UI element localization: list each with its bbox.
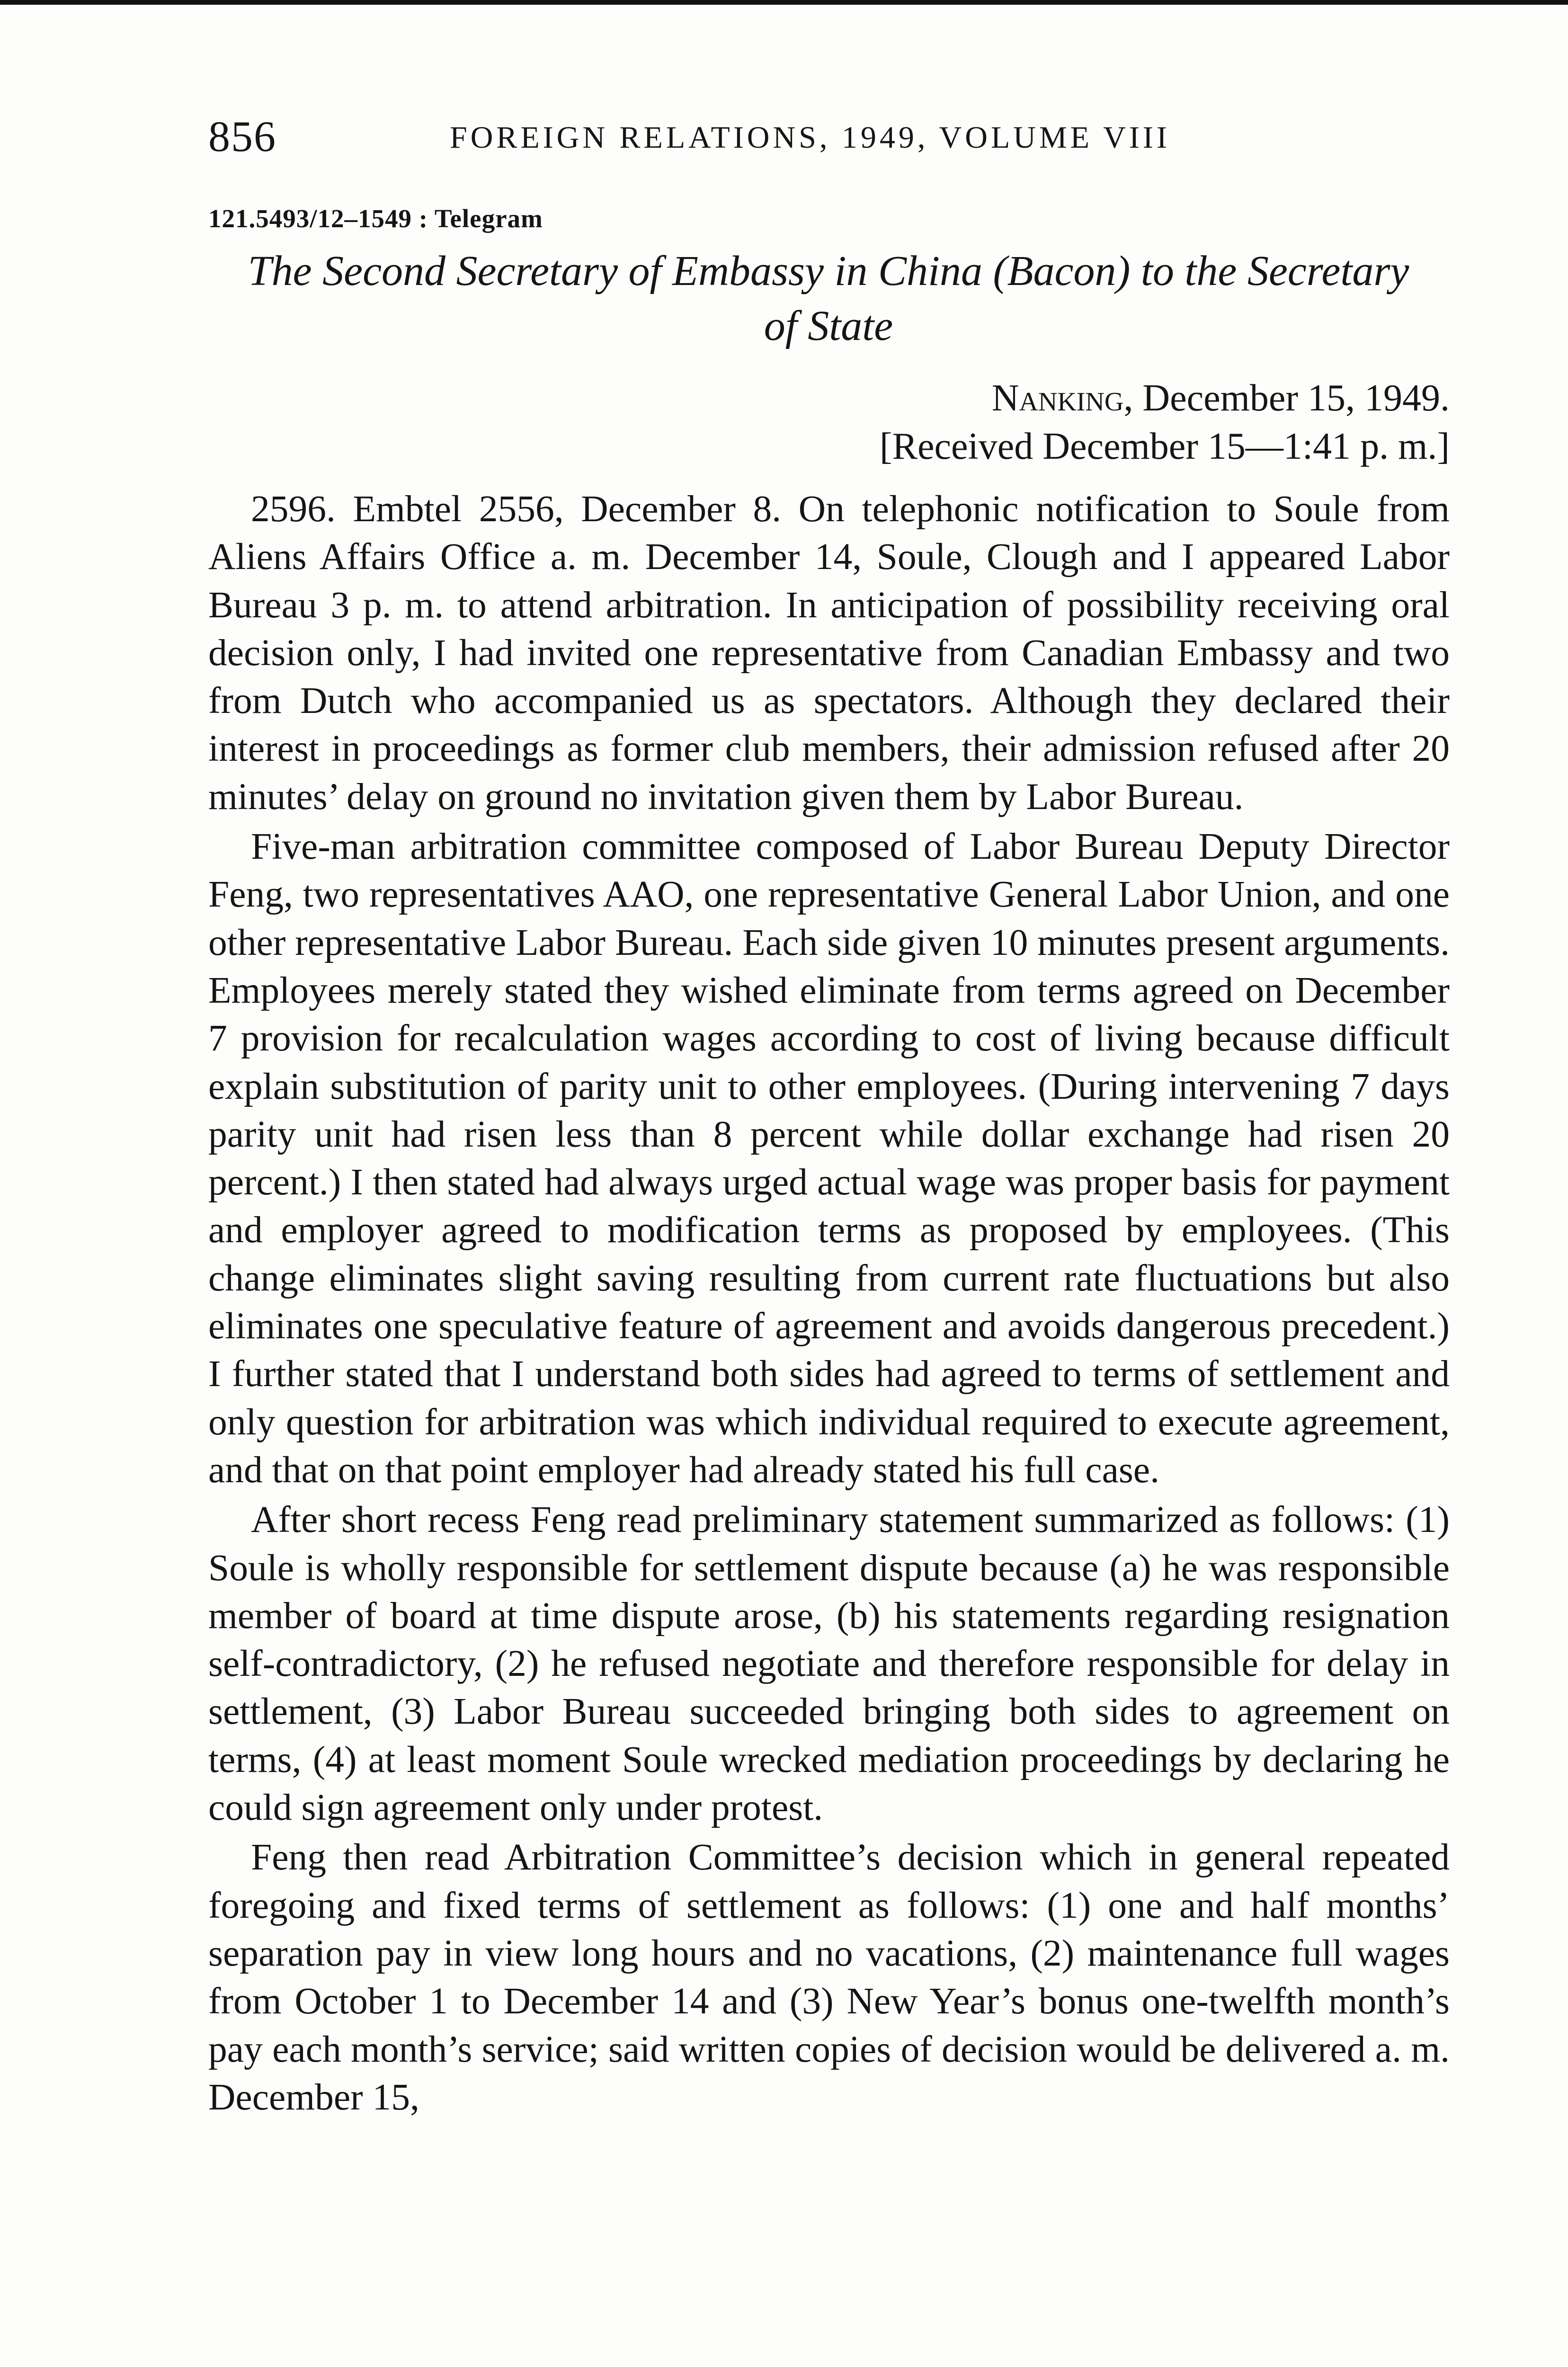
dateline [880,374,1450,471]
heading-line-2: of State [764,303,893,349]
heading-line-1: The Second Secretary of Embassy in China (Bacon) to the Secretary [248,248,1409,294]
running-head [208,111,1439,163]
received-line: [Received December 15—1:41 p. m.] [879,426,1450,467]
document-file-id: 121.5493/12–1549 : Telegram [208,204,543,233]
top-edge-rule [0,0,1568,5]
date-text: , December 15, 1949. [1123,377,1450,419]
running-title: FOREIGN RELATIONS, 1949, VOLUME VIII [450,120,1170,155]
place-name: Nanking [991,377,1124,419]
body-paragraph-3: After short recess Feng read preliminary statement summarized as follows: (1) Soule is wholly responsible for settlement dispute because (a) he was responsible member of board at time dispute arose, (b) his statements regarding resignation self-contradictory, (2) he refused negotiate and therefore responsible for delay in settlement, (3) Labor Bureau succeeded bringing both sides to agreement on terms, (4) at least moment Soule wrecked mediation proceedings by declaring he could sign agreement only under protest. [208,1499,1450,1829]
page-number: 856 [208,112,276,160]
telegram-body [208,485,1450,2121]
body-paragraph-2: Five-man arbitration committee composed of Labor Bureau Deputy Director Feng, two representatives AAO, one representative General Labor Union, and one other representative Labor Bureau. Each side given 10 minutes present arguments. Employees merely stated they wished eliminate from terms agreed on December 7 provision for recalculation wages according to cost of living because difficult explain substitution of parity unit to other employees. (During intervening 7 days parity unit had risen less than 8 percent while dollar exchange had risen 20 percent.) I then stated had always urged actual wage was proper basis for payment and employer agreed to modification terms as proposed by employees. (This change eliminates slight saving resulting from current rate fluctuations but also eliminates one speculative feature of agreement and avoids dangerous precedent.) I further stated that I understand both sides had agreed to terms of settlement and only question for arbitration was which individual required to execute agreement, and that on that point employer had already stated his full case. [208,826,1450,1491]
document-heading [180,244,1477,354]
body-paragraph-4: Feng then read Arbitration Committee’s decision which in general repeated foregoing and fixed terms of settlement as follows: (1) one and half months’ separation pay in view long hours and no vacations, (2) maintenance full wages from October 1 to December 14 and (3) New Year’s bonus one-twelfth month’s pay each month’s service; said written copies of decision would be delivered a. m. December 15, [208,1836,1450,2118]
body-paragraph-1: 2596. Embtel 2556, December 8. On telephonic notification to Soule from Aliens Affairs Office a. m. December 14, Soule, Clough and I appeared Labor Bureau 3 p. m. to attend arbitration. In anticipation of possibility receiving oral decision only, I had invited one representative from Canadian Embassy and two from Dutch who accompanied us as spectators. Although they declared their interest in proceedings as former club members, their admission refused after 20 minutes’ delay on ground no invitation given them by Labor Bureau. [208,488,1450,818]
place-date [880,374,1450,422]
